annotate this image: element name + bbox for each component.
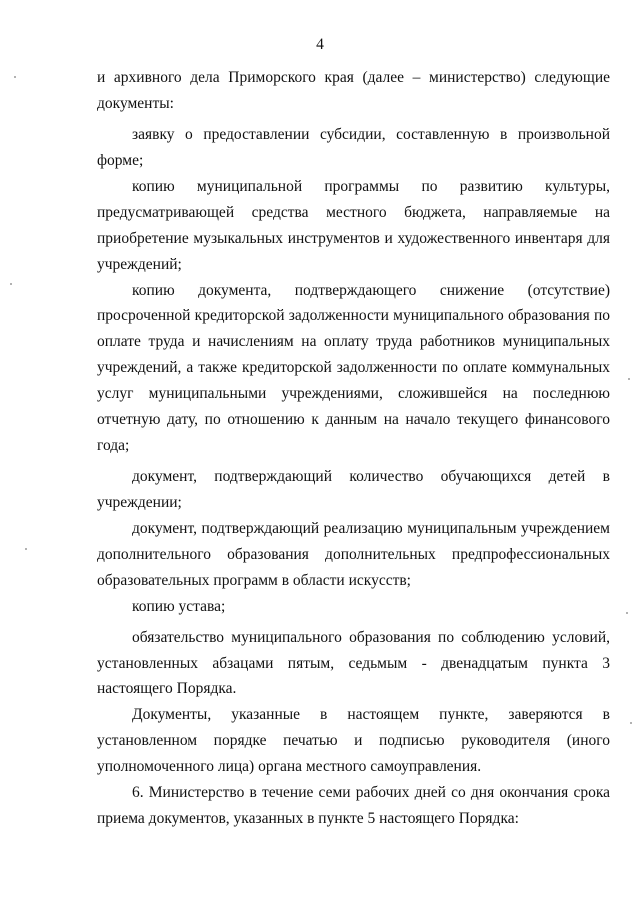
text-line: образовательных программ в области искусств; (97, 572, 411, 589)
text-line: учреждении; (97, 494, 182, 511)
text-line: заявку о предоставлении субсидии, составленную в произвольной (132, 126, 610, 143)
text-line: Документы, указанные в настоящем пункте, заверяются в (132, 706, 610, 723)
text-line: документ, подтверждающий количество обучающихся детей в (132, 468, 610, 485)
text-line: 6. Министерство в течение семи рабочих дней со дня окончания срока (132, 784, 610, 801)
text-line: услуг муниципальными учреждениями, сложившейся на последнюю (97, 385, 610, 402)
text-line: форме; (97, 152, 144, 169)
text-line: года; (97, 437, 130, 454)
text-line: оплате труда и начислениям на оплату труда работников муниципальных (97, 333, 610, 350)
text-line: приема документов, указанных в пункте 5 настоящего Порядка: (97, 810, 519, 827)
text-line: обязательство муниципального образования по соблюдению условий, (132, 629, 610, 646)
text-line: учреждений, а также кредиторской задолженности по оплате коммунальных (97, 359, 610, 376)
text-line: и архивного дела Приморского края (далее – министерство) следующие (97, 69, 610, 86)
text-line: копию устава; (132, 598, 226, 615)
text-line: предусматривающей средства местного бюджета, направляемые на (97, 204, 610, 221)
text-line: уполномоченного лица) органа местного самоуправления. (97, 758, 482, 775)
text-line: копию документа, подтверждающего снижение (отсутствие) (132, 282, 610, 299)
text-line: отчетную дату, по отношению к данным на начало текущего финансового (97, 411, 610, 428)
text-line: документ, подтверждающий реализацию муниципальным учреждением (132, 520, 610, 537)
text-line: настоящего Порядка. (97, 680, 237, 697)
scan-speck (630, 722, 632, 724)
scan-speck (25, 548, 27, 550)
text-line: установленном порядке печатью и подписью руководителя (иного (97, 732, 610, 749)
text-line: учреждений; (97, 256, 182, 273)
text-line: приобретение музыкальных инструментов и художественного инвентаря для (97, 230, 610, 247)
scan-speck (626, 612, 628, 614)
text-line: документы: (97, 95, 174, 112)
scan-speck (10, 283, 12, 285)
scan-speck (628, 378, 630, 380)
text-line: установленных абзацами пятым, седьмым - двенадцатым пункта 3 (97, 655, 610, 672)
text-line: просроченной кредиторской задолженности муниципального образования по (97, 307, 610, 324)
page-number: 4 (316, 36, 324, 53)
scan-speck (14, 76, 16, 78)
text-line: дополнительного образования дополнительных предпрофессиональных (97, 546, 610, 563)
text-line: копию муниципальной программы по развитию культуры, (132, 178, 610, 195)
